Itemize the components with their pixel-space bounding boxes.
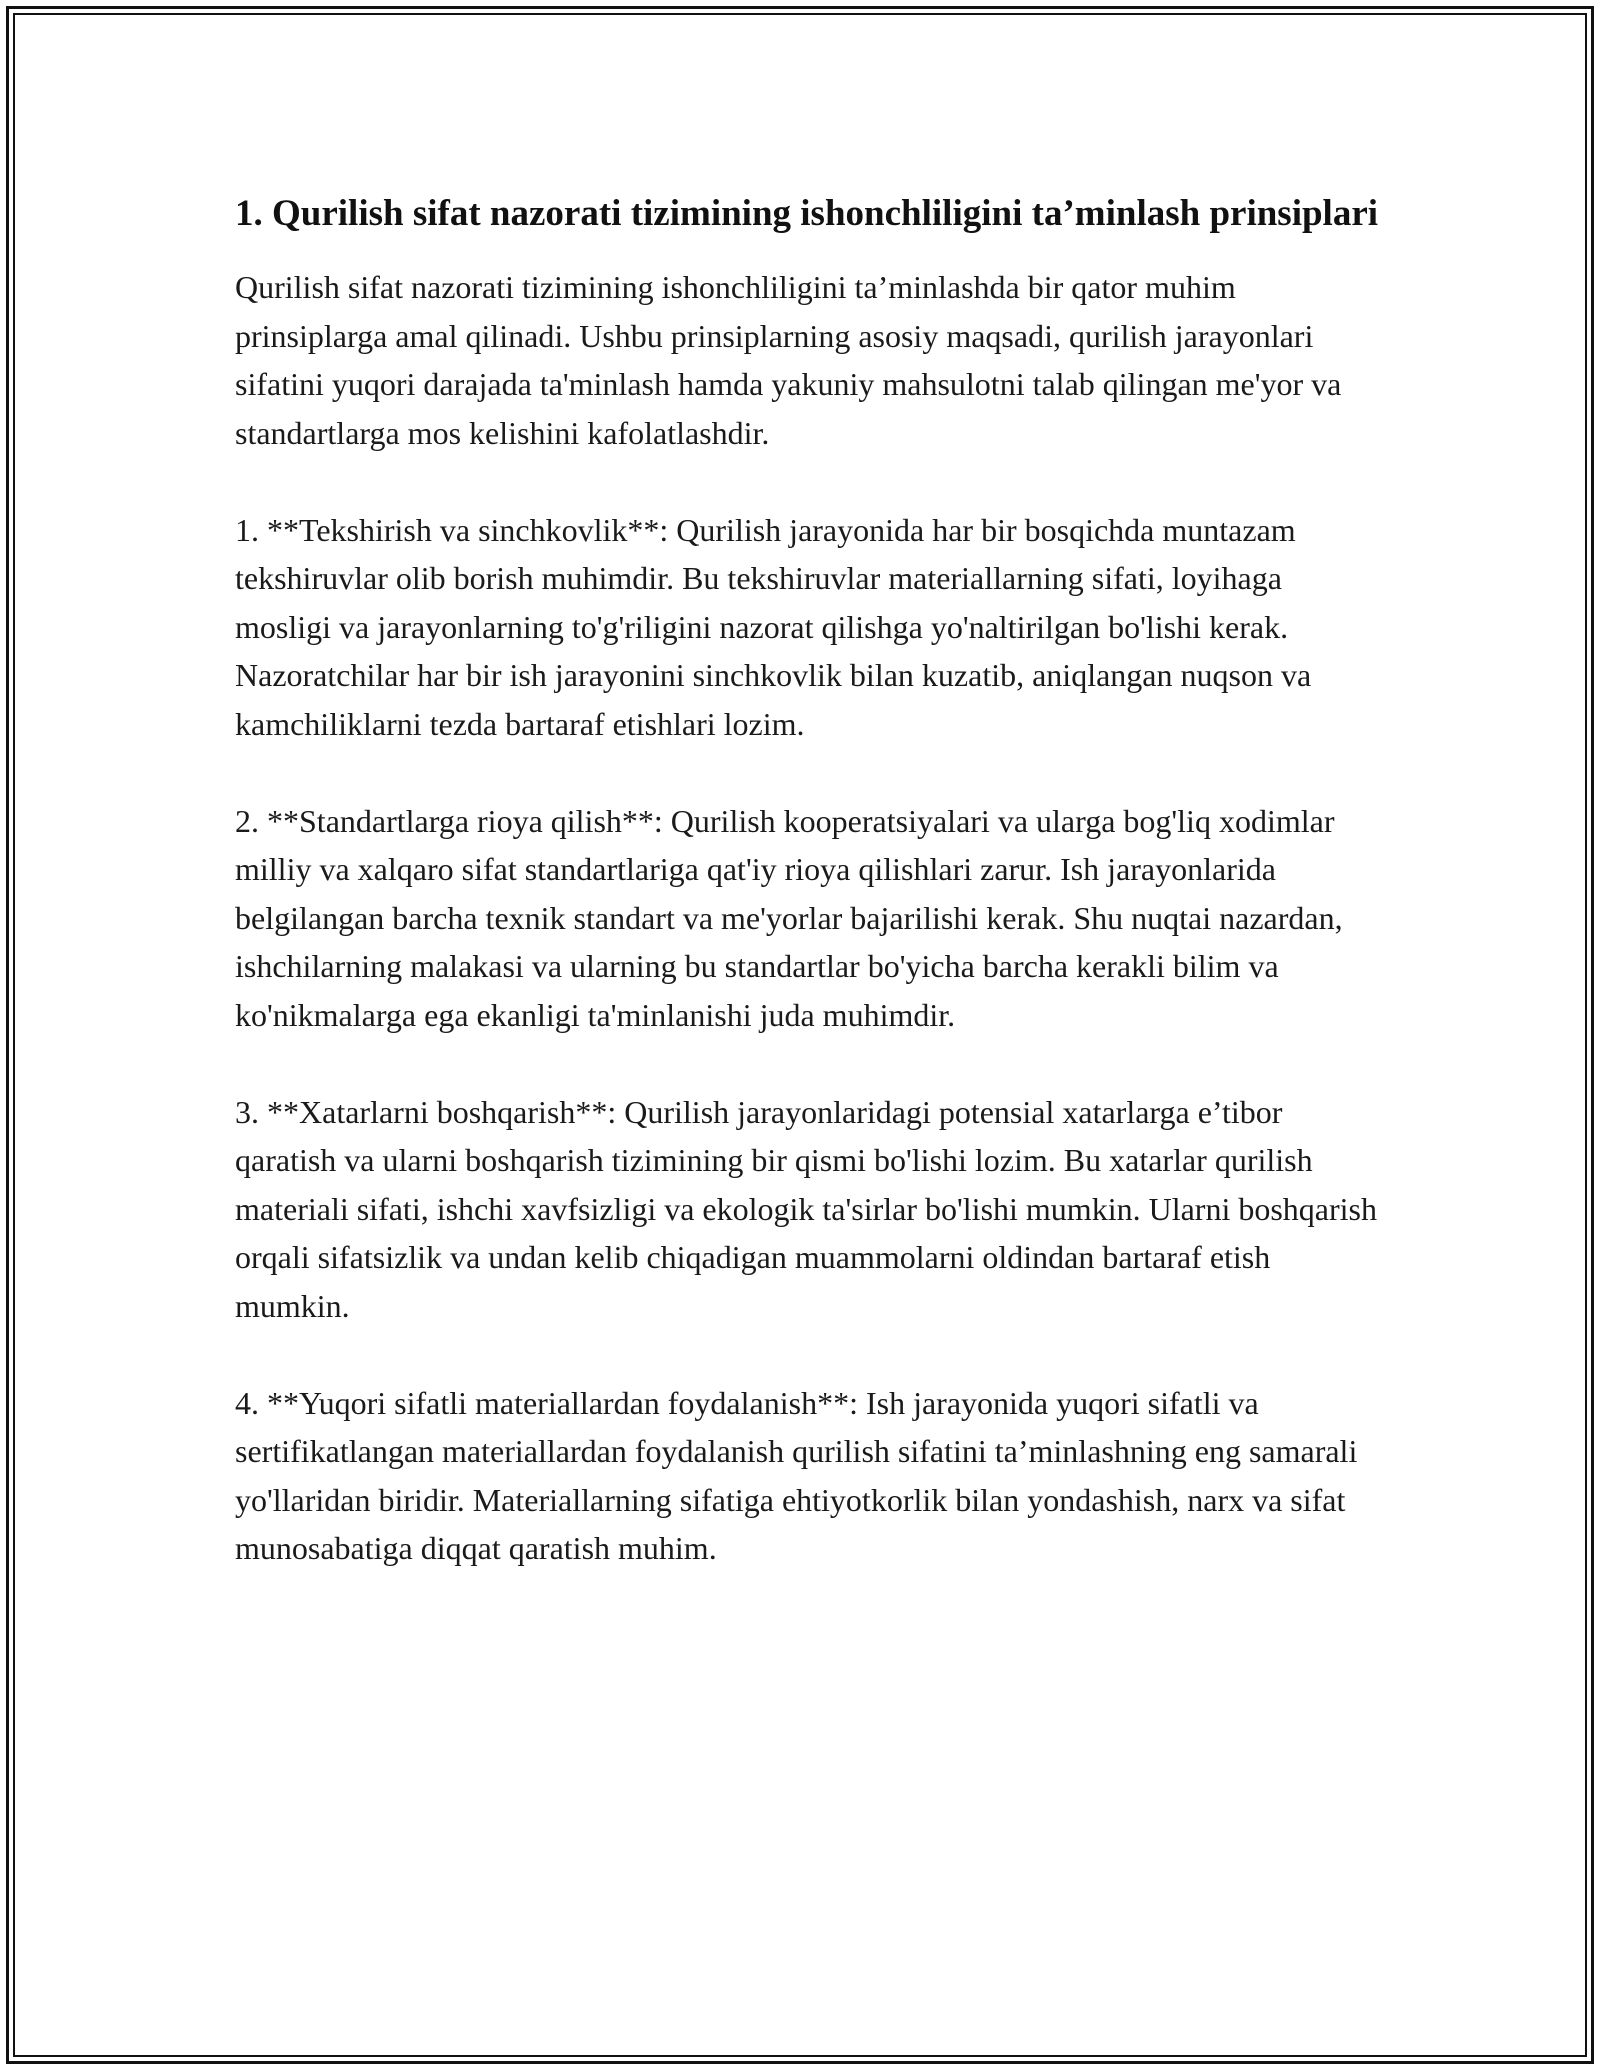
document-body — [235, 186, 1385, 1573]
principle-3-paragraph: 3. **Xatarlarni boshqarish**: Qurilish jarayonlaridagi potensial xatarlarga e’tibor qaratish va ularni boshqarish tizimining bir qismi bo'lishi lozim. Bu xatarlar qurilish materiali sifati, ishchi xavfsizligi va ekologik ta'sirlar bo'lishi mumkin. Ularni boshqarish orqali sifatsizlik va undan kelib chiqadigan muammolarni oldindan bartaraf etish mumkin. — [235, 1093, 1377, 1324]
principle-4-paragraph: 4. **Yuqori sifatli materiallardan foydalanish**: Ish jarayonida yuqori sifatli va sertifikatlangan materiallardan foydalanish qurilish sifatini ta’minlashning eng samarali yo'llaridan biridir. Materiallarning sifatiga ehtiyotkorlik bilan yondashish, narx va sifat munosabatiga diqqat qaratish muhim. — [235, 1384, 1358, 1566]
section-heading: 1. Qurilish sifat nazorati tizimining ishonchliligini ta’minlash prinsiplari — [235, 193, 1379, 234]
principle-1-paragraph: 1. **Tekshirish va sinchkovlik**: Qurilish jarayonida har bir bosqichda muntazam tekshiruvlar olib borish muhimdir. Bu tekshiruvlar materiallarning sifati, loyihaga mosligi va jarayonlarning to'g'riligini nazorat qilishga yo'naltirilgan bo'lishi kerak. Nazoratchilar har bir ish jarayonini sinchkovlik bilan kuzatib, aniqlangan nuqson va kamchiliklarni tezda bartaraf etishlari lozim. — [235, 511, 1312, 742]
principle-2-paragraph: 2. **Standartlarga rioya qilish**: Qurilish kooperatsiyalari va ularga bog'liq xodimlar milliy va xalqaro sifat standartlariga qat'iy rioya qilishlari zarur. Ish jarayonlarida belgilangan barcha texnik standart va me'yorlar bajarilishi kerak. Shu nuqtai nazardan, ishchilarning malakasi va ularning bu standartlar bo'yicha barcha kerakli bilim va ko'nikmalarga ega ekanligi ta'minlanishi juda muhimdir. — [235, 802, 1343, 1033]
intro-paragraph: Qurilish sifat nazorati tizimining ishonchliligini ta’minlashda bir qator muhim prinsiplarga amal qilinadi. Ushbu prinsiplarning asosiy maqsadi, qurilish jarayonlari sifatini yuqori darajada ta'minlash hamda yakuniy mahsulotni talab qilingan me'yor va standartlarga mos kelishini kafolatlashdir. — [235, 269, 1342, 451]
